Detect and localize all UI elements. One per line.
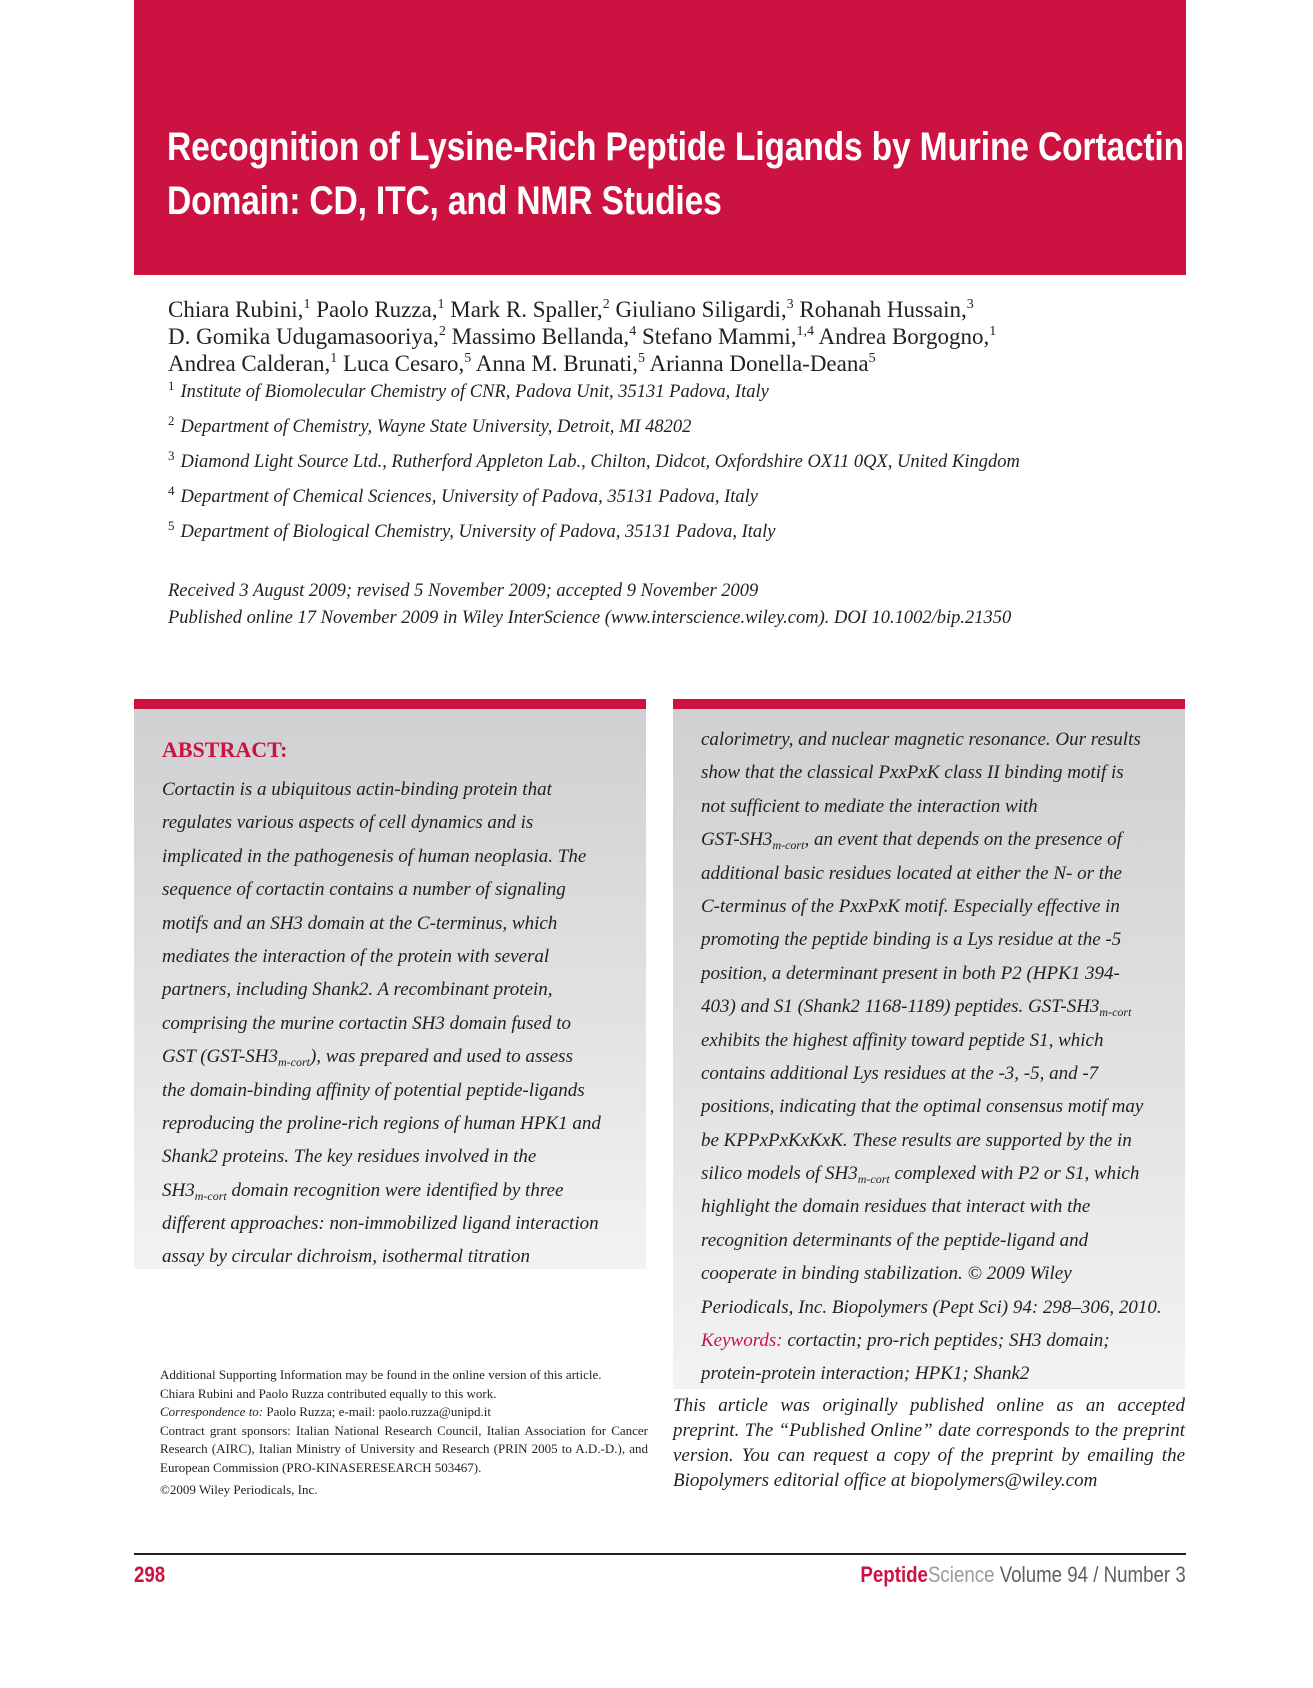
abstract-text: not sufficient to mediate the interaction with xyxy=(701,795,1038,817)
abstract-box-right xyxy=(673,699,1185,1389)
author-affiliation-number: 5 xyxy=(868,351,876,366)
article-title-line-1: Recognition of Lysine-Rich Peptide Ligands by Murine Cortactin SH3 xyxy=(167,125,1258,169)
author-name: Luca Cesaro, xyxy=(342,351,465,376)
abstract-text-left xyxy=(162,773,642,1274)
abstract-line xyxy=(162,773,642,806)
author-name: D. Gomika Udugamasooriya, xyxy=(168,324,439,349)
author-name: Andrea Borgogno, xyxy=(818,324,990,349)
affiliation-number: 5 xyxy=(168,518,175,533)
abstract-line xyxy=(701,1090,1181,1123)
abstract-line xyxy=(162,806,642,839)
author-line xyxy=(168,350,1168,377)
journal-volume: Volume 94 / Number 3 xyxy=(994,1562,1186,1587)
author-name: Massimo Bellanda, xyxy=(451,324,630,349)
abstract-text: Cortactin is a ubiquitous actin-binding protein that xyxy=(162,779,552,800)
abstract-line xyxy=(701,1324,1181,1357)
abstract-line xyxy=(162,907,642,940)
article-title-line-2: Domain: CD, ITC, and NMR Studies xyxy=(167,179,722,223)
copyright-note: ©2009 Wiley Periodicals, Inc. xyxy=(160,1482,318,1497)
abstract-line xyxy=(701,1357,1181,1390)
author-name: Andrea Calderan, xyxy=(168,351,331,376)
abstract-line xyxy=(701,723,1181,756)
abstract-line xyxy=(701,923,1181,956)
abstract-line xyxy=(162,1040,642,1073)
abstract-line xyxy=(701,1190,1181,1223)
abstract-heading: ABSTRACT: xyxy=(162,737,288,762)
author-affiliation-number: 5 xyxy=(464,351,472,366)
affiliation-number: 4 xyxy=(168,483,175,498)
abstract-text: protein-protein interaction; HPK1; Shank2 xyxy=(701,1363,1030,1385)
author-line xyxy=(168,323,1168,350)
correspondence-label: Correspondence to: xyxy=(160,1404,264,1419)
abstract-text: SH3 xyxy=(162,1179,195,1201)
abstract-line xyxy=(162,1240,642,1273)
abstract-line xyxy=(162,873,642,906)
abstract-text: cooperate in binding stabilization. © 2009 Wiley xyxy=(701,1263,1072,1285)
author-line xyxy=(168,296,1168,323)
preprint-note: This article was originally published online as an accepted preprint. The “Published Online” date corresponds to the preprint version. You can request a copy of the preprint by emailing the Biopolymers editorial office at biopolymers@wiley.com xyxy=(673,1395,1185,1491)
subscript-text: m-cort xyxy=(277,1055,310,1070)
author-affiliation-number: 1 xyxy=(330,351,338,366)
abstract-line xyxy=(701,890,1181,923)
abstract-text: recognition determinants of the peptide-ligand and xyxy=(701,1229,1089,1251)
subscript-text: m-cort xyxy=(1099,1005,1132,1020)
affiliation-text: Department of Biological Chemistry, University of Padova, 35131 Padova, Italy xyxy=(180,522,776,542)
abstract-line xyxy=(701,990,1181,1023)
abstract-line xyxy=(162,1140,642,1173)
abstract-line xyxy=(701,1024,1181,1057)
abstract-text: ), was prepared and used to assess xyxy=(309,1046,573,1068)
grant-sponsors-note: Contract grant sponsors: Italian National Research Council, Italian Association for Cancer Research (AIRC), Italian Ministry of University and Research (PRIN 2005 to A.D.-D.), and European Commission (PRO-KINASERESEARCH 503467). xyxy=(160,1422,648,1475)
abstract-line xyxy=(701,1224,1181,1257)
abstract-text: contains additional Lys residues at the -3, -5, and -7 xyxy=(701,1062,1099,1084)
abstract-text: be KPPxPxKxKxK. These results are supported by the in xyxy=(701,1129,1132,1151)
author-name: Mark R. Spaller, xyxy=(450,297,603,322)
abstract-text: position, a determinant present in both P2 (HPK1 394- xyxy=(701,962,1120,984)
affiliation-text: Diamond Light Source Ltd., Rutherford Appleton Lab., Chilton, Didcot, Oxfordshire OX11 0QX, United Kingdom xyxy=(180,452,1020,472)
abstract-text: calorimetry, and nuclear magnetic resonance. Our results xyxy=(701,729,1141,750)
abstract-text: regulates various aspects of cell dynamics and is xyxy=(162,812,534,834)
abstract-line xyxy=(701,1057,1181,1090)
abstract-text: assay by circular dichroism, isothermal titration xyxy=(162,1246,531,1268)
author-name: Arianna Donella-Deana xyxy=(649,351,869,376)
published-online: Published online 17 November 2009 in Wiley InterScience (www.interscience.wiley.com). DOI 10.1002/bip.21350 xyxy=(168,608,1012,628)
abstract-line xyxy=(162,940,642,973)
abstract-line xyxy=(701,1257,1181,1290)
abstract-text: cortactin; pro-rich peptides; SH3 domain; xyxy=(782,1330,1110,1352)
abstract-text: Periodicals, Inc. Biopolymers (Pept Sci) 94: 298–306, 2010. xyxy=(701,1296,1162,1318)
received-dates: Received 3 August 2009; revised 5 November 2009; accepted 9 November 2009 xyxy=(168,581,759,601)
abstract-line xyxy=(701,957,1181,990)
abstract-line xyxy=(701,1124,1181,1157)
author-name: Rohanah Hussain, xyxy=(799,297,967,322)
abstract-text: sequence of cortactin contains a number of signaling xyxy=(162,879,566,901)
abstract-text: mediates the interaction of the protein with several xyxy=(162,945,550,967)
article-title xyxy=(167,120,1258,228)
abstract-text: highlight the domain residues that interact with the xyxy=(701,1196,1091,1218)
supporting-info-note: Additional Supporting Information may be found in the online version of this article. xyxy=(160,1367,602,1382)
keywords-label: Keywords: xyxy=(701,1330,783,1352)
abstract-text: Shank2 proteins. The key residues involved in the xyxy=(162,1146,537,1168)
article-dates xyxy=(168,578,1011,632)
abstract-line xyxy=(701,790,1181,823)
author-list xyxy=(168,296,1168,377)
author-affiliation-number: 2 xyxy=(602,297,610,312)
affiliation-text: Institute of Biomolecular Chemistry of CNR, Padova Unit, 35131 Padova, Italy xyxy=(180,382,769,402)
abstract-text: GST-SH3 xyxy=(701,829,773,851)
author-name: Chiara Rubini, xyxy=(168,297,304,322)
abstract-line xyxy=(162,1207,642,1240)
author-affiliation-number: 2 xyxy=(438,324,446,339)
journal-name-peptide: Peptide xyxy=(860,1562,929,1587)
affiliation-number: 1 xyxy=(168,378,175,393)
abstract-text: 403) and S1 (Shank2 1168-1189) peptides. GST-SH3 xyxy=(701,996,1100,1018)
abstract-line xyxy=(162,1007,642,1040)
author-affiliation-number: 1 xyxy=(303,297,311,312)
abstract-text: positions, indicating that the optimal consensus motif may xyxy=(701,1096,1144,1118)
abstract-line xyxy=(162,1074,642,1107)
author-name: Giuliano Siligardi, xyxy=(615,297,787,322)
abstract-line xyxy=(162,1174,642,1207)
author-affiliation-number: 3 xyxy=(966,297,974,312)
abstract-line xyxy=(701,1291,1181,1324)
footer-rule xyxy=(134,1553,1186,1555)
abstract-line xyxy=(701,823,1181,856)
affiliation-item xyxy=(168,448,1020,473)
affiliation-item xyxy=(168,378,769,403)
abstract-text-right xyxy=(701,723,1181,1391)
author-affiliation-number: 5 xyxy=(638,351,646,366)
correspondence-text: Paolo Ruzza; e-mail: paolo.ruzza@unipd.it xyxy=(263,1404,491,1419)
title-band xyxy=(134,0,1258,275)
abstract-line xyxy=(162,973,642,1006)
journal-name-science: Science xyxy=(928,1562,995,1587)
subscript-text: m-cort xyxy=(194,1188,227,1203)
footnotes xyxy=(160,1366,648,1500)
affiliation-text: Department of Chemical Sciences, University of Padova, 35131 Padova, Italy xyxy=(180,487,758,507)
author-name: Paolo Ruzza, xyxy=(316,297,438,322)
abstract-line xyxy=(701,1157,1181,1190)
abstract-text: reproducing the proline-rich regions of human HPK1 and xyxy=(162,1112,601,1134)
affiliation-number: 2 xyxy=(168,413,175,428)
affiliation-text: Department of Chemistry, Wayne State University, Detroit, MI 48202 xyxy=(180,417,692,437)
abstract-line xyxy=(162,1107,642,1140)
subscript-text: m-cort xyxy=(857,1172,890,1187)
abstract-text: promoting the peptide binding is a Lys residue at the -5 xyxy=(701,929,1122,951)
abstract-text: complexed with P2 or S1, which xyxy=(889,1163,1140,1185)
page-number: 298 xyxy=(134,1562,166,1587)
author-affiliation-number: 1 xyxy=(989,324,997,339)
author-affiliation-number: 1,4 xyxy=(796,324,815,339)
abstract-text: partners, including Shank2. A recombinant protein, xyxy=(162,979,553,1001)
abstract-line xyxy=(701,857,1181,890)
equal-contribution-note: Chiara Rubini and Paolo Ruzza contributed equally to this work. xyxy=(160,1385,497,1401)
abstract-text: , an event that depends on the presence of xyxy=(804,829,1122,851)
abstract-text: C-terminus of the PxxPxK motif. Especially effective in xyxy=(701,895,1120,917)
abstract-box-left xyxy=(134,699,646,1269)
abstract-text: GST (GST-SH3 xyxy=(162,1046,278,1068)
affiliation-item xyxy=(168,518,776,543)
journal-info xyxy=(861,1562,1186,1588)
author-name: Anna M. Brunati, xyxy=(475,351,639,376)
abstract-text: comprising the murine cortactin SH3 domain fused to xyxy=(162,1012,571,1034)
affiliation-item xyxy=(168,483,758,508)
author-affiliation-number: 1 xyxy=(437,297,445,312)
abstract-text: different approaches: non-immobilized ligand interaction xyxy=(162,1213,599,1235)
author-affiliation-number: 4 xyxy=(629,324,637,339)
correspondence-note xyxy=(160,1403,648,1422)
affiliation-item xyxy=(168,413,692,438)
abstract-line xyxy=(162,840,642,873)
author-name: Stefano Mammi, xyxy=(641,324,797,349)
abstract-line xyxy=(701,756,1181,789)
abstract-text: silico models of SH3 xyxy=(701,1163,858,1185)
abstract-text: the domain-binding affinity of potential peptide-ligands xyxy=(162,1079,585,1101)
abstract-text: show that the classical PxxPxK class II binding motif is xyxy=(701,762,1124,784)
abstract-text: exhibits the highest affinity toward peptide S1, which xyxy=(701,1029,1104,1051)
author-affiliation-number: 3 xyxy=(786,297,794,312)
subscript-text: m-cort xyxy=(772,838,805,853)
affiliation-number: 3 xyxy=(168,448,175,463)
abstract-text: motifs and an SH3 domain at the C-terminus, which xyxy=(162,912,558,934)
abstract-text: implicated in the pathogenesis of human neoplasia. The xyxy=(162,845,587,867)
abstract-text: domain recognition were identified by three xyxy=(226,1179,564,1201)
abstract-text: additional basic residues located at either the N- or the xyxy=(701,862,1122,884)
